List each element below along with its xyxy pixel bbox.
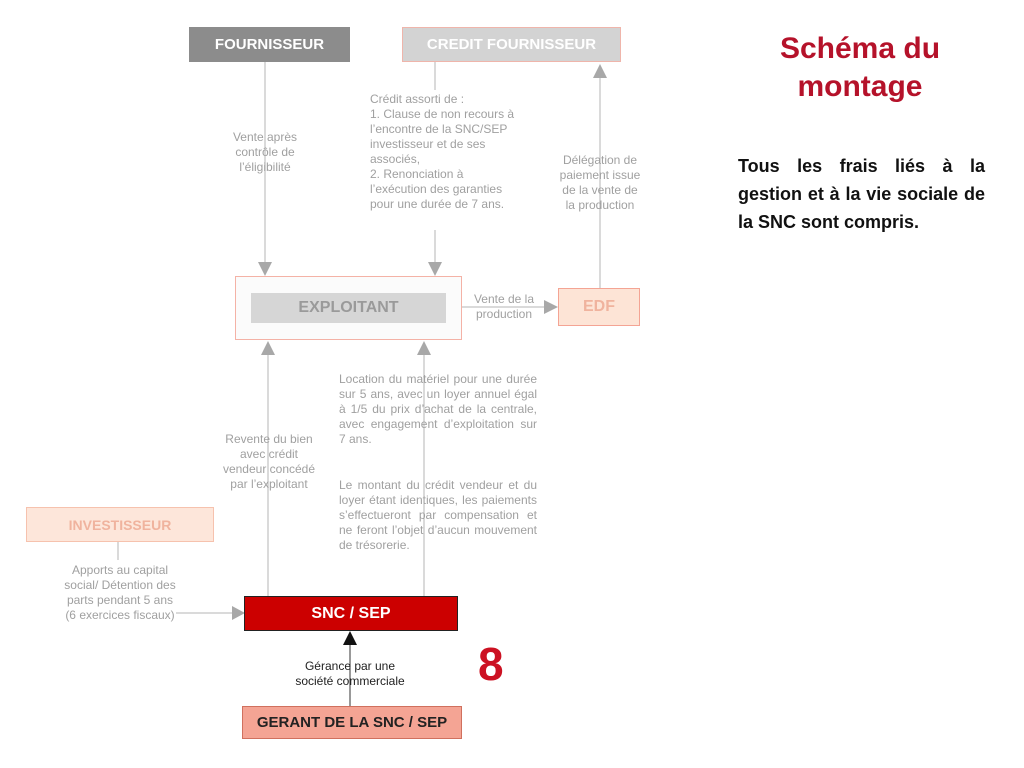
exploitant-label: EXPLOITANT [298, 299, 399, 316]
arrowhead-into-credit [593, 64, 607, 78]
gerant-box [242, 706, 462, 739]
arrowhead-into-edf [544, 300, 558, 314]
fournisseur-box [189, 27, 350, 62]
note-delegation: Délégation de paiement issue de la vente de la production [559, 153, 641, 212]
note-montant: Le montant du crédit vendeur et du loyer étant identiques, les paiements s’effectueront par compensation et ne feront l’objet d’aucun mouvement de trésorerie. [339, 478, 537, 552]
exploitant-inner [251, 293, 446, 323]
fournisseur-label: FOURNISSEUR [214, 36, 325, 53]
note-vente-production: Vente de la production [473, 292, 535, 321]
note-apports: Apports au capital social/ Détention des parts pendant 5 ans (6 exercices fiscaux) [64, 563, 176, 622]
side-title: Schéma du montage [779, 32, 941, 103]
investisseur-box [26, 507, 214, 542]
credit-fournisseur-box [402, 27, 621, 62]
credit-fournisseur-label: CREDIT FOURNISSEUR [426, 36, 597, 53]
snc-sep-label: SNC / SEP [311, 604, 391, 622]
arrowhead-from-gerant [343, 631, 357, 645]
snc-sep-box [244, 596, 458, 631]
arrowhead-up-from-snc-right [417, 341, 431, 355]
edf-label: EDF [583, 298, 615, 315]
note-gerance: Gérance par une société commerciale [295, 659, 405, 688]
page-number: 8 [478, 638, 504, 690]
edf-box [558, 288, 640, 326]
gerant-label: GERANT DE LA SNC / SEP [256, 714, 448, 731]
note-location: Location du matériel pour une durée sur 5 ans, avec un loyer annuel égal à 1/5 du prix d’achat de la centrale, avec engagement d’exploitation sur 7 ans. [339, 372, 537, 446]
side-description: Tous les frais liés à la gestion et à la vie sociale de la SNC sont compris. [738, 156, 985, 232]
note-revente: Revente du bien avec crédit vendeur concédé par l’exploitant [222, 432, 316, 491]
investisseur-label: INVESTISSEUR [68, 516, 172, 533]
arrowhead-into-exploitant-left [258, 262, 272, 276]
arrowhead-up-from-snc-left [261, 341, 275, 355]
note-credit-assorti: Crédit assorti de : 1. Clause de non recours à l’encontre de la SNC/SEP investisseur et de ses associés, 2. Renonciation à l’exécution des garanties pour une durée de 7 ans. [370, 92, 515, 211]
arrowhead-into-exploitant-right [428, 262, 442, 276]
exploitant-box [235, 276, 462, 340]
note-vente-apres: Vente après contrôle de l’éligibilité [232, 130, 298, 174]
